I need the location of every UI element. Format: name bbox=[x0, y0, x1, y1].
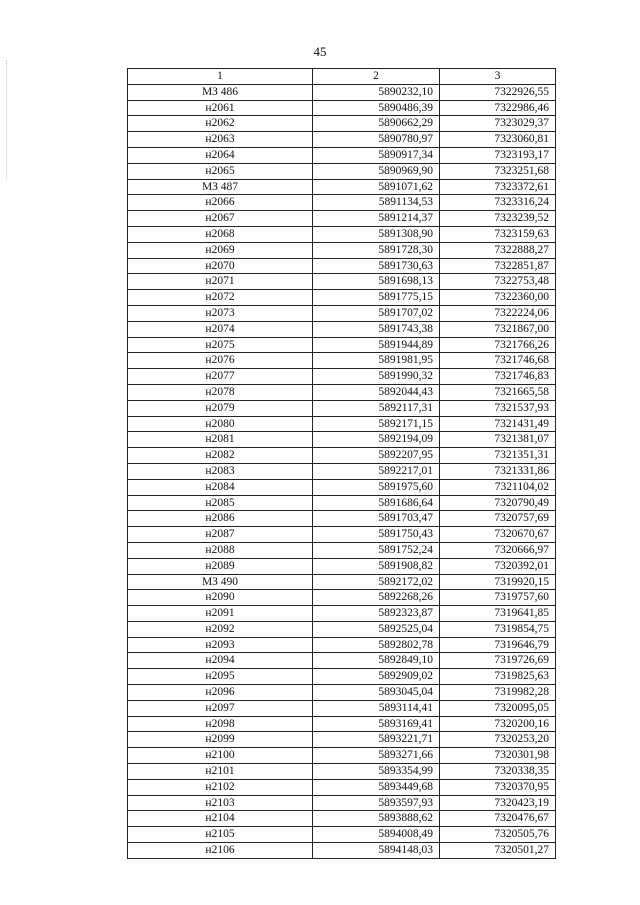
y-coordinate-cell: 7321431,49 bbox=[440, 416, 556, 432]
table-row bbox=[128, 700, 556, 716]
table-row bbox=[128, 463, 556, 479]
y-coordinate-cell: 7321537,93 bbox=[440, 400, 556, 416]
y-coordinate-cell: 7319854,75 bbox=[440, 621, 556, 637]
y-coordinate-cell: 7320301,98 bbox=[440, 748, 556, 764]
x-coordinate-cell: 5893221,71 bbox=[313, 732, 440, 748]
table-row bbox=[128, 100, 556, 116]
y-coordinate-cell: 7321331,86 bbox=[440, 463, 556, 479]
point-name-cell: н2072 bbox=[128, 290, 313, 306]
table-row bbox=[128, 132, 556, 148]
y-coordinate-cell: 7322224,06 bbox=[440, 305, 556, 321]
x-coordinate-cell: 5891134,53 bbox=[313, 195, 440, 211]
point-name-cell: н2071 bbox=[128, 274, 313, 290]
y-coordinate-cell: 7320095,05 bbox=[440, 700, 556, 716]
table-row bbox=[128, 179, 556, 195]
point-name-cell: н2079 bbox=[128, 400, 313, 416]
x-coordinate-cell: 5891707,02 bbox=[313, 305, 440, 321]
point-name-cell: н2095 bbox=[128, 669, 313, 685]
point-name-cell: н2082 bbox=[128, 448, 313, 464]
point-name-cell: н2063 bbox=[128, 132, 313, 148]
x-coordinate-cell: 5891990,32 bbox=[313, 369, 440, 385]
y-coordinate-cell: 7321746,83 bbox=[440, 369, 556, 385]
table-row bbox=[128, 511, 556, 527]
point-name-cell: н2067 bbox=[128, 211, 313, 227]
x-coordinate-cell: 5893888,62 bbox=[313, 811, 440, 827]
point-name-cell: н2088 bbox=[128, 542, 313, 558]
y-coordinate-cell: 7320670,67 bbox=[440, 527, 556, 543]
table-row bbox=[128, 448, 556, 464]
point-name-cell: н2083 bbox=[128, 463, 313, 479]
y-coordinate-cell: 7320253,20 bbox=[440, 732, 556, 748]
table-row bbox=[128, 163, 556, 179]
point-name-cell: н2101 bbox=[128, 764, 313, 780]
table-row bbox=[128, 305, 556, 321]
point-name-cell: н2094 bbox=[128, 653, 313, 669]
x-coordinate-cell: 5891686,64 bbox=[313, 495, 440, 511]
point-name-cell: н2062 bbox=[128, 116, 313, 132]
point-name-cell: н2099 bbox=[128, 732, 313, 748]
coordinates-table bbox=[127, 68, 556, 859]
table-row bbox=[128, 479, 556, 495]
x-coordinate-cell: 5892909,02 bbox=[313, 669, 440, 685]
x-coordinate-cell: 5891743,38 bbox=[313, 321, 440, 337]
table-row bbox=[128, 827, 556, 843]
y-coordinate-cell: 7319920,15 bbox=[440, 574, 556, 590]
header-row bbox=[128, 69, 556, 85]
column-header-x: 2 bbox=[313, 69, 440, 85]
table-row bbox=[128, 353, 556, 369]
point-name-cell: н2066 bbox=[128, 195, 313, 211]
x-coordinate-cell: 5891750,43 bbox=[313, 527, 440, 543]
table-row bbox=[128, 779, 556, 795]
y-coordinate-cell: 7323239,52 bbox=[440, 211, 556, 227]
point-name-cell: н2089 bbox=[128, 558, 313, 574]
x-coordinate-cell: 5890969,90 bbox=[313, 163, 440, 179]
y-coordinate-cell: 7320476,67 bbox=[440, 811, 556, 827]
point-name-cell: н2064 bbox=[128, 147, 313, 163]
x-coordinate-cell: 5892802,78 bbox=[313, 637, 440, 653]
x-coordinate-cell: 5891775,15 bbox=[313, 290, 440, 306]
point-name-cell: н2098 bbox=[128, 716, 313, 732]
y-coordinate-cell: 7323251,68 bbox=[440, 163, 556, 179]
y-coordinate-cell: 7322851,87 bbox=[440, 258, 556, 274]
point-name-cell: н2077 bbox=[128, 369, 313, 385]
table-row bbox=[128, 369, 556, 385]
table-row bbox=[128, 195, 556, 211]
column-header-y: 3 bbox=[440, 69, 556, 85]
point-name-cell: н2076 bbox=[128, 353, 313, 369]
point-name-cell: н2086 bbox=[128, 511, 313, 527]
point-name-cell: н2065 bbox=[128, 163, 313, 179]
y-coordinate-cell: 7320200,16 bbox=[440, 716, 556, 732]
x-coordinate-cell: 5890232,10 bbox=[313, 84, 440, 100]
x-coordinate-cell: 5892117,31 bbox=[313, 400, 440, 416]
y-coordinate-cell: 7320666,97 bbox=[440, 542, 556, 558]
table-row bbox=[128, 527, 556, 543]
y-coordinate-cell: 7323316,24 bbox=[440, 195, 556, 211]
point-name-cell: н2084 bbox=[128, 479, 313, 495]
y-coordinate-cell: 7320757,69 bbox=[440, 511, 556, 527]
y-coordinate-cell: 7322986,46 bbox=[440, 100, 556, 116]
table-row bbox=[128, 416, 556, 432]
x-coordinate-cell: 5891308,90 bbox=[313, 226, 440, 242]
point-name-cell: н2080 bbox=[128, 416, 313, 432]
scan-margin-artifact bbox=[6, 60, 8, 180]
y-coordinate-cell: 7323029,37 bbox=[440, 116, 556, 132]
table-row bbox=[128, 211, 556, 227]
point-name-cell: н2104 bbox=[128, 811, 313, 827]
y-coordinate-cell: 7322753,48 bbox=[440, 274, 556, 290]
table-body bbox=[128, 84, 556, 858]
y-coordinate-cell: 7323372,61 bbox=[440, 179, 556, 195]
point-name-cell: н2102 bbox=[128, 779, 313, 795]
point-name-cell: МЗ 487 bbox=[128, 179, 313, 195]
x-coordinate-cell: 5892171,15 bbox=[313, 416, 440, 432]
table-row bbox=[128, 764, 556, 780]
table-row bbox=[128, 590, 556, 606]
y-coordinate-cell: 7319726,69 bbox=[440, 653, 556, 669]
y-coordinate-cell: 7320370,95 bbox=[440, 779, 556, 795]
x-coordinate-cell: 5891214,37 bbox=[313, 211, 440, 227]
y-coordinate-cell: 7319641,85 bbox=[440, 606, 556, 622]
x-coordinate-cell: 5892207,95 bbox=[313, 448, 440, 464]
x-coordinate-cell: 5892172,02 bbox=[313, 574, 440, 590]
point-name-cell: н2081 bbox=[128, 432, 313, 448]
x-coordinate-cell: 5891730,63 bbox=[313, 258, 440, 274]
x-coordinate-cell: 5893045,04 bbox=[313, 685, 440, 701]
table-row bbox=[128, 290, 556, 306]
point-name-cell: н2091 bbox=[128, 606, 313, 622]
table-row bbox=[128, 258, 556, 274]
y-coordinate-cell: 7319757,60 bbox=[440, 590, 556, 606]
point-name-cell: МЗ 490 bbox=[128, 574, 313, 590]
point-name-cell: н2090 bbox=[128, 590, 313, 606]
y-coordinate-cell: 7321867,00 bbox=[440, 321, 556, 337]
point-name-cell: МЗ 486 bbox=[128, 84, 313, 100]
y-coordinate-cell: 7320505,76 bbox=[440, 827, 556, 843]
table-row bbox=[128, 732, 556, 748]
table-row bbox=[128, 606, 556, 622]
table-row bbox=[128, 226, 556, 242]
point-name-cell: н2068 bbox=[128, 226, 313, 242]
y-coordinate-cell: 7320338,35 bbox=[440, 764, 556, 780]
y-coordinate-cell: 7321746,68 bbox=[440, 353, 556, 369]
x-coordinate-cell: 5892194,09 bbox=[313, 432, 440, 448]
y-coordinate-cell: 7322926,55 bbox=[440, 84, 556, 100]
y-coordinate-cell: 7320392,01 bbox=[440, 558, 556, 574]
point-name-cell: н2074 bbox=[128, 321, 313, 337]
table-row bbox=[128, 843, 556, 859]
x-coordinate-cell: 5892268,26 bbox=[313, 590, 440, 606]
table-row bbox=[128, 621, 556, 637]
y-coordinate-cell: 7320423,19 bbox=[440, 795, 556, 811]
x-coordinate-cell: 5891975,60 bbox=[313, 479, 440, 495]
y-coordinate-cell: 7322888,27 bbox=[440, 242, 556, 258]
x-coordinate-cell: 5892849,10 bbox=[313, 653, 440, 669]
table-row bbox=[128, 400, 556, 416]
point-name-cell: н2069 bbox=[128, 242, 313, 258]
table-row bbox=[128, 542, 556, 558]
x-coordinate-cell: 5893354,99 bbox=[313, 764, 440, 780]
y-coordinate-cell: 7321351,31 bbox=[440, 448, 556, 464]
table-row bbox=[128, 242, 556, 258]
point-name-cell: н2096 bbox=[128, 685, 313, 701]
table-row bbox=[128, 274, 556, 290]
y-coordinate-cell: 7322360,00 bbox=[440, 290, 556, 306]
page-number: 45 bbox=[313, 44, 327, 59]
table-row bbox=[128, 495, 556, 511]
table-row bbox=[128, 653, 556, 669]
x-coordinate-cell: 5893449,68 bbox=[313, 779, 440, 795]
table-row bbox=[128, 147, 556, 163]
y-coordinate-cell: 7319825,63 bbox=[440, 669, 556, 685]
y-coordinate-cell: 7321766,26 bbox=[440, 337, 556, 353]
x-coordinate-cell: 5893169,41 bbox=[313, 716, 440, 732]
y-coordinate-cell: 7320501,27 bbox=[440, 843, 556, 859]
x-coordinate-cell: 5890917,34 bbox=[313, 147, 440, 163]
x-coordinate-cell: 5892323,87 bbox=[313, 606, 440, 622]
point-name-cell: н2106 bbox=[128, 843, 313, 859]
point-name-cell: н2073 bbox=[128, 305, 313, 321]
point-name-cell: н2078 bbox=[128, 384, 313, 400]
table-row bbox=[128, 716, 556, 732]
point-name-cell: н2105 bbox=[128, 827, 313, 843]
table-row bbox=[128, 811, 556, 827]
x-coordinate-cell: 5894008,49 bbox=[313, 827, 440, 843]
table-row bbox=[128, 574, 556, 590]
y-coordinate-cell: 7323159,63 bbox=[440, 226, 556, 242]
column-header-point: 1 bbox=[128, 69, 313, 85]
table-row bbox=[128, 748, 556, 764]
table-row bbox=[128, 337, 556, 353]
point-name-cell: н2075 bbox=[128, 337, 313, 353]
table-row bbox=[128, 432, 556, 448]
table-row bbox=[128, 84, 556, 100]
x-coordinate-cell: 5892525,04 bbox=[313, 621, 440, 637]
x-coordinate-cell: 5890662,29 bbox=[313, 116, 440, 132]
table-header bbox=[128, 69, 556, 85]
x-coordinate-cell: 5891944,89 bbox=[313, 337, 440, 353]
table-row bbox=[128, 384, 556, 400]
point-name-cell: н2100 bbox=[128, 748, 313, 764]
table-row bbox=[128, 558, 556, 574]
x-coordinate-cell: 5894148,03 bbox=[313, 843, 440, 859]
x-coordinate-cell: 5893597,93 bbox=[313, 795, 440, 811]
point-name-cell: н2103 bbox=[128, 795, 313, 811]
x-coordinate-cell: 5891908,82 bbox=[313, 558, 440, 574]
x-coordinate-cell: 5891703,47 bbox=[313, 511, 440, 527]
x-coordinate-cell: 5892044,43 bbox=[313, 384, 440, 400]
point-name-cell: н2097 bbox=[128, 700, 313, 716]
x-coordinate-cell: 5891698,13 bbox=[313, 274, 440, 290]
x-coordinate-cell: 5891981,95 bbox=[313, 353, 440, 369]
point-name-cell: н2087 bbox=[128, 527, 313, 543]
x-coordinate-cell: 5891728,30 bbox=[313, 242, 440, 258]
x-coordinate-cell: 5891071,62 bbox=[313, 179, 440, 195]
point-name-cell: н2092 bbox=[128, 621, 313, 637]
table-row bbox=[128, 637, 556, 653]
y-coordinate-cell: 7319646,79 bbox=[440, 637, 556, 653]
y-coordinate-cell: 7319982,28 bbox=[440, 685, 556, 701]
table-row bbox=[128, 321, 556, 337]
x-coordinate-cell: 5893271,66 bbox=[313, 748, 440, 764]
point-name-cell: н2061 bbox=[128, 100, 313, 116]
table-row bbox=[128, 116, 556, 132]
table-row bbox=[128, 685, 556, 701]
point-name-cell: н2085 bbox=[128, 495, 313, 511]
point-name-cell: н2093 bbox=[128, 637, 313, 653]
y-coordinate-cell: 7320790,49 bbox=[440, 495, 556, 511]
y-coordinate-cell: 7321104,02 bbox=[440, 479, 556, 495]
x-coordinate-cell: 5890780,97 bbox=[313, 132, 440, 148]
x-coordinate-cell: 5893114,41 bbox=[313, 700, 440, 716]
point-name-cell: н2070 bbox=[128, 258, 313, 274]
x-coordinate-cell: 5891752,24 bbox=[313, 542, 440, 558]
y-coordinate-cell: 7323193,17 bbox=[440, 147, 556, 163]
table-row bbox=[128, 669, 556, 685]
y-coordinate-cell: 7321665,58 bbox=[440, 384, 556, 400]
y-coordinate-cell: 7321381,07 bbox=[440, 432, 556, 448]
table-row bbox=[128, 795, 556, 811]
x-coordinate-cell: 5892217,01 bbox=[313, 463, 440, 479]
y-coordinate-cell: 7323060,81 bbox=[440, 132, 556, 148]
x-coordinate-cell: 5890486,39 bbox=[313, 100, 440, 116]
